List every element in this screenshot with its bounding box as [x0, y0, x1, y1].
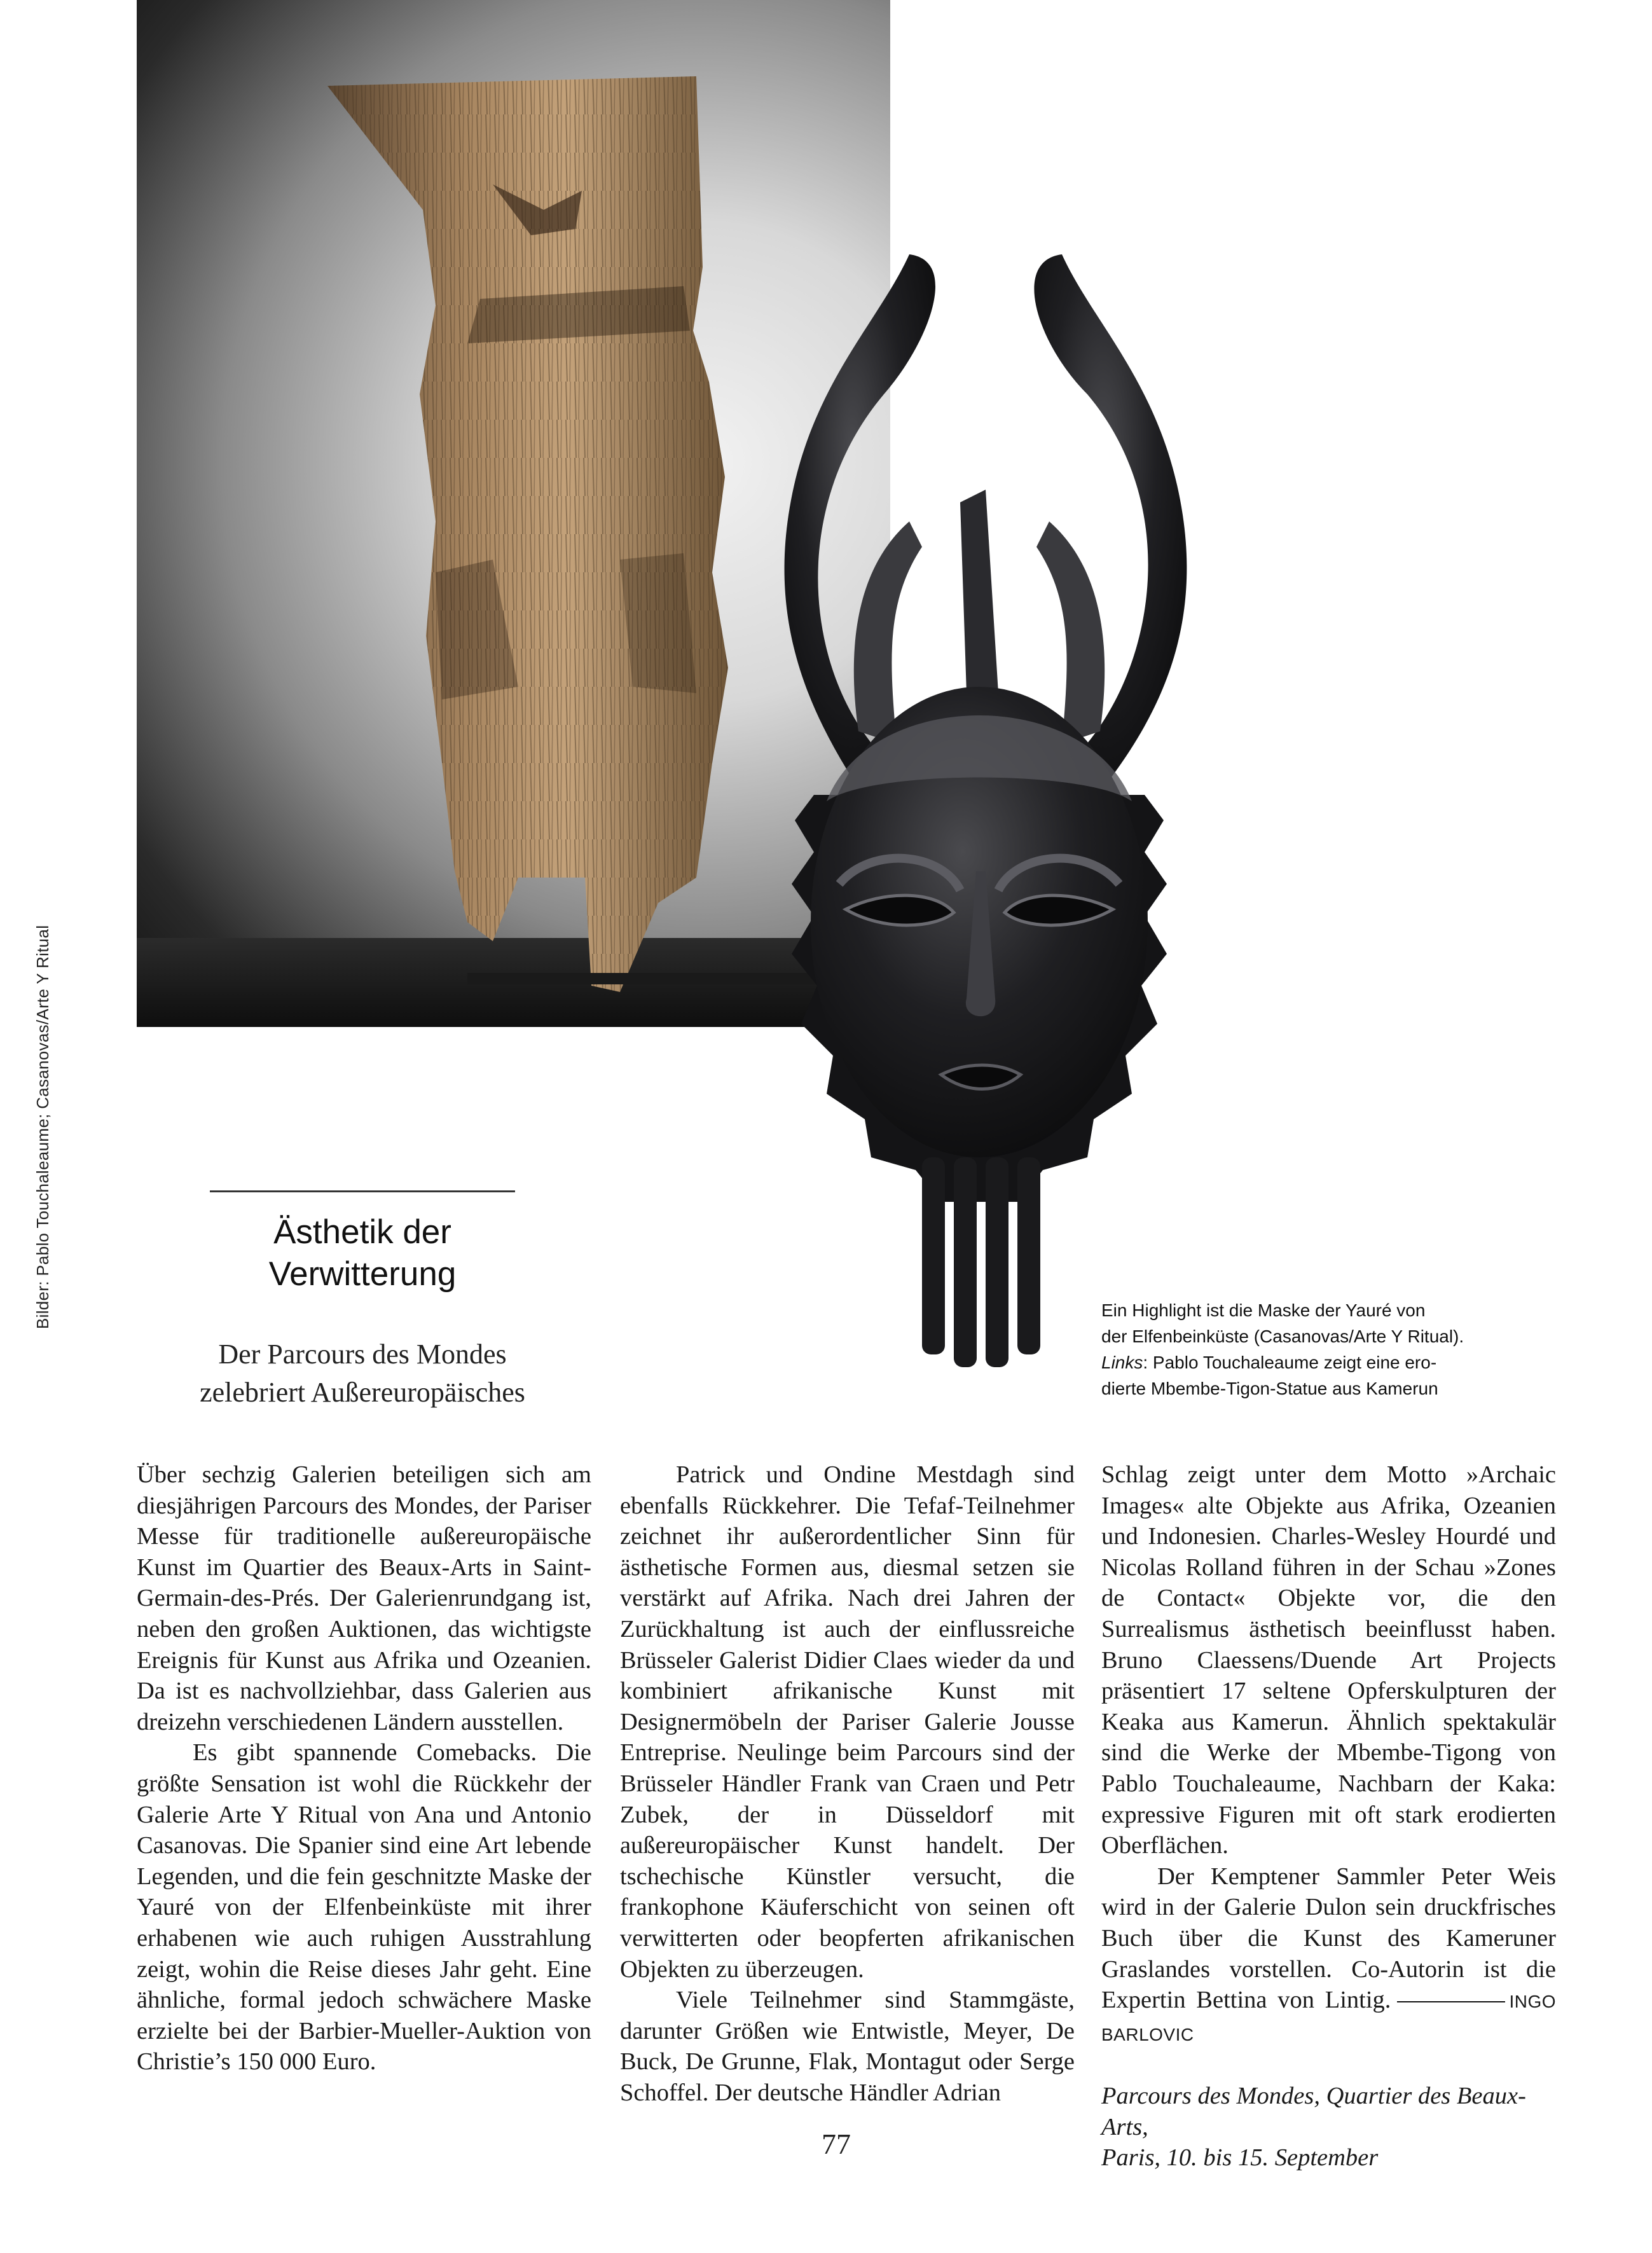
caption-links-label: Links — [1101, 1353, 1143, 1372]
paragraph: Über sechzig Galerien beteiligen sich am diesjährigen Parcours des Mondes, der Pariser Messe für traditionelle außereuropäische Kunst im Quartier des Beaux-Arts in Saint-Germain-des-Prés. Der Galerienrundgang ist, neben den großen Auktionen, das wichtigste Ereignis für Kunst aus Afrika und Ozeanien. Da ist es nachvollziehbar, dass Galerien aus dreizehn verschiedenen Ländern ausstellen. — [137, 1461, 591, 1735]
headline-line-2: Verwitterung — [268, 1255, 457, 1293]
signature-rule — [1397, 2001, 1505, 2002]
event-info — [1101, 2081, 1556, 2174]
headline-line-1: Ästhetik der — [273, 1213, 451, 1251]
caption-line-1: Ein Highlight ist die Maske der Yauré von — [1101, 1300, 1426, 1320]
subhead-line-1: Der Parcours des Mondes — [218, 1339, 507, 1370]
paragraph: Schlag zeigt unter dem Motto »Archaic Images« alte Objekte aus Afrika, Ozeanien und Indonesien. Charles-Wesley Hourdé und Nicolas Rolland führen in der Schau »Zones de Contact« Objekte vor, die den Surrealismus ästhetisch beeinflusst haben. Bruno Claessens/Duende Art Projects präsentiert 17 seltene Opferskulpturen der Keaka aus Kamerun. Ähnlich spektakulär sind die Werke der Mbembe-Tigong von Pablo Touchaleaume, Nachbarn der Kaka: expressive Figuren mit oft stark erodierten Oberflächen. — [1101, 1461, 1556, 1859]
subhead-line-2: zelebriert Außereuropäisches — [200, 1377, 525, 1408]
subheadline — [134, 1335, 591, 1412]
paragraph: Es gibt spannende Comebacks. Die größte Sensation ist wohl die Rückkehr der Galerie Arte Y Ritual von Ana und Antonio Casanovas. Die Spanier sind eine Art lebende Legenden, und die fein geschnitzte Maske der Yauré von der Elfenbeinküste mit ihrer erhabenen wie auch ruhigen Ausstrahlung zeigt, wohin die Reise dieses Jahr geht. Eine ähnliche, formal jedoch schwächere Maske erzielte bei der Barbier-Mueller-Auktion von Christie’s 150 000 Euro. — [137, 1739, 591, 2076]
photo-credit: Bilder: Pablo Touchaleaume; Casanovas/Arte Y Ritual — [33, 925, 52, 1329]
paragraph: Patrick und Ondine Mestdagh sind ebenfalls Rückkehrer. Die Tefaf-Teilnehmer zeichnet ihr außerordentlicher Sinn für ästhetische Formen aus, diesmal setzen sie verstärkt auf Afrika. Nach drei Jahren der Zurückhaltung ist auch der einflussreiche Brüsseler Galerist Didier Claes wieder da und kombiniert afrikanische Kunst mit Designermöbeln der Pariser Galerie Jousse Entreprise. Neulinge beim Parcours sind der Brüsseler Händler Frank van Craen und Petr Zubek, der in Düsseldorf mit außereuropäischer Kunst handelt. Der tschechische Künstler versucht, die frankophone Käuferschicht von seinen oft verwitterten oder beopferten afrikanischen Objekten zu überzeugen. — [620, 1461, 1075, 1983]
article-column-3 — [1101, 1459, 1556, 2174]
author-signature: INGO BARLOVIC — [1101, 1992, 1556, 2044]
paragraph-text: Der Kemptener Sammler Peter Weis wird in der Galerie Dulon sein druckfrisches Buch über die Kunst des Kameruner Graslandes vorstellen. Co-Autorin ist die Expertin Bettina von Lintig. — [1101, 1863, 1556, 2014]
article-column-2 — [620, 1459, 1075, 2108]
article-column-1 — [137, 1459, 591, 2077]
paragraph: Viele Teilnehmer sind Stammgäste, darunter Größen wie Entwistle, Meyer, De Buck, De Grunne, Flak, Montagut oder Serge Schoffel. Der deutsche Händler Adrian — [620, 1987, 1075, 2106]
page-number: 77 — [822, 2128, 851, 2160]
caption-line-2: der Elfenbeinküste (Casanovas/Arte Y Ritual). — [1101, 1326, 1464, 1346]
headline-rule — [210, 1190, 515, 1192]
caption-line-4: dierte Mbembe-Tigon-Statue aus Kamerun — [1101, 1379, 1438, 1398]
paragraph-with-signature — [1101, 1861, 1556, 2051]
caption-line-3: : Pablo Touchaleaume zeigt eine ero- — [1143, 1353, 1437, 1372]
image-caption — [1101, 1297, 1559, 1402]
event-line-1: Parcours des Mondes, Quartier des Beaux-Arts, — [1101, 2083, 1526, 2140]
yaure-mask-image — [731, 248, 1227, 1393]
event-line-2: Paris, 10. bis 15. September — [1101, 2144, 1379, 2172]
headline — [159, 1211, 566, 1295]
